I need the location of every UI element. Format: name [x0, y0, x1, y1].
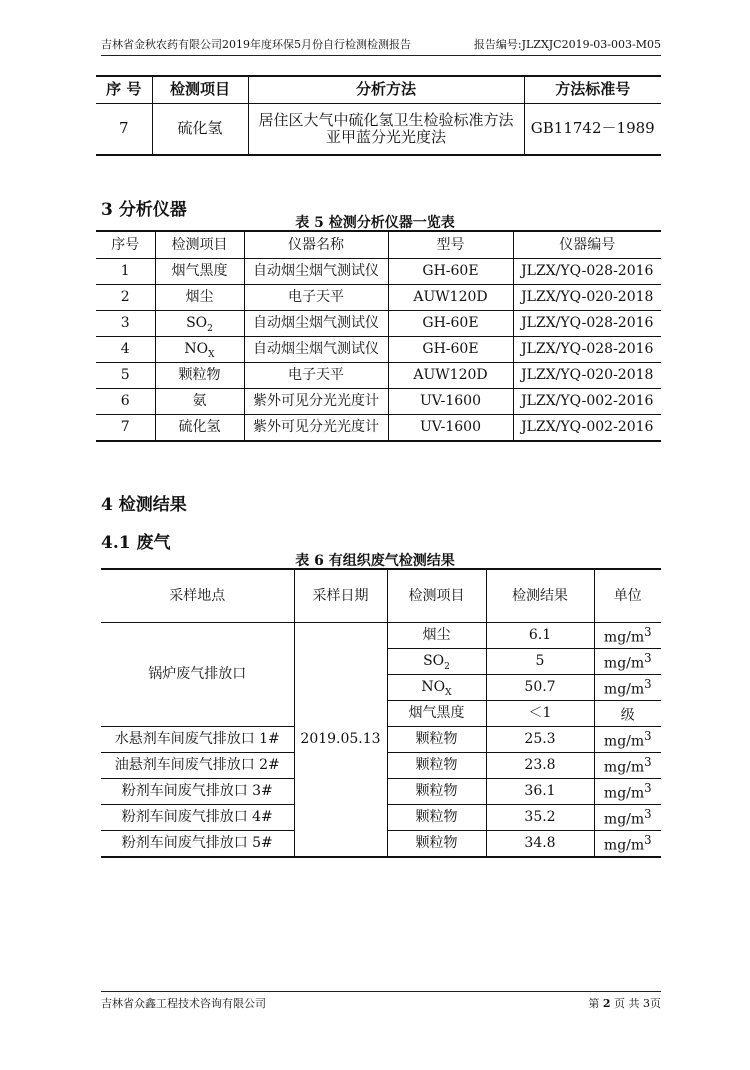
row-number: 4 [96, 337, 155, 363]
test-item-text: 烟气黑度 [171, 263, 228, 280]
unit-text: mg/m [603, 759, 645, 776]
test-item-text: 氨 [192, 393, 207, 410]
instrument-code: JLZX/YQ-002-2016 [513, 415, 661, 442]
column-header: 仪器编号 [513, 231, 661, 259]
instrument-code: JLZX/YQ-020-2018 [513, 285, 661, 311]
column-header: 型号 [388, 231, 513, 259]
column-header: 方法标准号 [524, 76, 661, 104]
unit-superscript: 3 [644, 676, 652, 691]
method-line: 居住区大气中硫化氢卫生检验标准方法 [258, 110, 514, 129]
instrument-model: GH-60E [388, 311, 513, 337]
instrument-name: 电子天平 [244, 363, 388, 389]
analysis-method [248, 104, 524, 156]
page-header [101, 36, 661, 52]
test-item-text: 烟气黑度 [408, 705, 465, 722]
table-row [96, 389, 661, 415]
row-number: 3 [96, 311, 155, 337]
result-unit [594, 831, 661, 858]
result-unit [594, 675, 661, 701]
table-header-row [96, 231, 661, 259]
table-row [96, 337, 661, 363]
sampling-location: 油悬剂车间废气排放口 2# [101, 753, 294, 779]
table-row [96, 311, 661, 337]
table-row [96, 104, 661, 156]
sampling-location: 粉剂车间废气排放口 5# [101, 831, 294, 858]
result-unit [594, 727, 661, 753]
unit-text: mg/m [603, 629, 645, 646]
test-result: 34.8 [486, 831, 594, 858]
footer-divider [101, 991, 661, 992]
column-header: 检测结果 [486, 569, 594, 623]
result-unit [594, 753, 661, 779]
test-item [387, 701, 486, 727]
column-header: 检测项目 [387, 569, 486, 623]
test-result: 5 [486, 649, 594, 675]
instrument-name: 电子天平 [244, 285, 388, 311]
row-number: 2 [96, 285, 155, 311]
sampling-location: 粉剂车间废气排放口 3# [101, 779, 294, 805]
test-item [155, 285, 244, 311]
unit-text: mg/m [603, 681, 645, 698]
test-item-text: SO [186, 315, 208, 332]
test-item: 颗粒物 [387, 753, 486, 779]
test-item: 颗粒物 [387, 727, 486, 753]
unit-superscript: 3 [644, 728, 652, 743]
test-item-subscript: X [208, 350, 215, 361]
page-current: 2 [602, 997, 611, 1010]
test-item [387, 623, 486, 649]
table-header-row [101, 569, 661, 623]
instrument-name: 自动烟尘烟气测试仪 [244, 259, 388, 285]
unit-text: mg/m [603, 655, 645, 672]
result-unit [594, 649, 661, 675]
table-row [96, 363, 661, 389]
unit-superscript: 3 [644, 624, 652, 639]
result-unit [594, 701, 661, 727]
column-header: 检测项目 [155, 231, 244, 259]
table-row [96, 415, 661, 442]
page-footer [101, 995, 661, 1011]
instrument-code: JLZX/YQ-020-2018 [513, 363, 661, 389]
test-item [155, 415, 244, 442]
instrument-name: 自动烟尘烟气测试仪 [244, 311, 388, 337]
unit-superscript: 3 [644, 754, 652, 769]
test-item: 硫化氢 [152, 104, 248, 156]
table-5-caption: 表 5 检测分析仪器一览表 [295, 215, 455, 231]
instrument-code: JLZX/YQ-028-2016 [513, 337, 661, 363]
instrument-code: JLZX/YQ-028-2016 [513, 259, 661, 285]
table-row [96, 259, 661, 285]
column-header: 采样日期 [294, 569, 387, 623]
test-result: ＜1 [486, 701, 594, 727]
method-line: 亚甲蓝分光光度法 [325, 128, 446, 146]
sampling-location: 锅炉废气排放口 [101, 623, 294, 727]
sampling-date: 2019.05.13 [294, 623, 387, 858]
instrument-model: UV-1600 [388, 415, 513, 442]
page-indicator [588, 995, 661, 1011]
table-6-caption: 表 6 有组织废气检测结果 [295, 553, 455, 569]
test-item-text: 烟尘 [185, 289, 214, 306]
test-item [155, 363, 244, 389]
instrument-model: AUW120D [388, 363, 513, 389]
test-item [387, 675, 486, 701]
column-header: 仪器名称 [244, 231, 388, 259]
unit-text: mg/m [603, 785, 645, 802]
test-item: 颗粒物 [387, 831, 486, 858]
instrument-model: GH-60E [388, 337, 513, 363]
test-result: 25.3 [486, 727, 594, 753]
result-unit [594, 623, 661, 649]
row-number: 1 [96, 259, 155, 285]
test-result: 50.7 [486, 675, 594, 701]
unit-superscript: 3 [644, 650, 652, 665]
column-header: 序 号 [96, 76, 152, 104]
column-header: 检测项目 [152, 76, 248, 104]
page-suffix: 页 [650, 997, 661, 1010]
test-item [155, 337, 244, 363]
unit-text: 级 [620, 707, 635, 724]
unit-superscript: 3 [644, 780, 652, 795]
section-3-heading: 3 分析仪器 [101, 200, 187, 220]
instrument-model: AUW120D [388, 285, 513, 311]
header-company-title: 吉林省金秋农药有限公司2019年度环保5月份自行检测检测报告 [101, 38, 411, 51]
instrument-name: 紫外可见分光光度计 [244, 389, 388, 415]
test-item-subscript: 2 [207, 324, 213, 335]
instrument-model: UV-1600 [388, 389, 513, 415]
unit-text: mg/m [603, 811, 645, 828]
table-row [96, 285, 661, 311]
test-item-text: NO [184, 341, 209, 358]
row-number: 5 [96, 363, 155, 389]
table-header-row [96, 76, 661, 104]
page-total: 3 [643, 997, 650, 1010]
exhaust-gas-results-table [101, 568, 661, 858]
row-number: 7 [96, 415, 155, 442]
test-item-text: 硫化氢 [178, 419, 221, 436]
column-header: 序号 [96, 231, 155, 259]
test-item-text: NO [421, 679, 446, 696]
column-header: 单位 [594, 569, 661, 623]
row-number: 7 [96, 104, 152, 156]
test-item [155, 311, 244, 337]
column-header: 分析方法 [248, 76, 524, 104]
test-item [155, 259, 244, 285]
test-result: 23.8 [486, 753, 594, 779]
unit-text: mg/m [603, 733, 645, 750]
analysis-method-table [96, 75, 661, 156]
test-item: 颗粒物 [387, 779, 486, 805]
test-result: 36.1 [486, 779, 594, 805]
sampling-location: 粉剂车间废气排放口 4# [101, 805, 294, 831]
section-4-heading: 4 检测结果 [101, 495, 187, 515]
row-number: 6 [96, 389, 155, 415]
table-row [101, 623, 661, 649]
unit-text: mg/m [603, 837, 645, 854]
instrument-name: 紫外可见分光光度计 [244, 415, 388, 442]
test-item-subscript: 2 [444, 662, 450, 673]
instrument-code: JLZX/YQ-028-2016 [513, 311, 661, 337]
instrument-table [96, 230, 661, 442]
test-item: 颗粒物 [387, 805, 486, 831]
result-unit [594, 779, 661, 805]
page-prefix: 第 [588, 997, 600, 1010]
header-divider [101, 55, 661, 56]
test-item [155, 389, 244, 415]
method-standard: GB11742－1989 [524, 104, 661, 156]
test-item-text: 颗粒物 [178, 367, 221, 384]
instrument-name: 自动烟尘烟气测试仪 [244, 337, 388, 363]
sampling-location: 水悬剂车间废气排放口 1# [101, 727, 294, 753]
column-header: 采样地点 [101, 569, 294, 623]
test-item-subscript: X [445, 688, 452, 699]
test-result: 35.2 [486, 805, 594, 831]
result-unit [594, 805, 661, 831]
page-mid: 页 共 [614, 997, 640, 1010]
header-report-number: 报告编号:JLZXJC2019-03-003-M05 [473, 38, 661, 51]
unit-superscript: 3 [644, 806, 652, 821]
footer-company: 吉林省众鑫工程技术咨询有限公司 [101, 997, 266, 1010]
instrument-code: JLZX/YQ-002-2016 [513, 389, 661, 415]
test-result: 6.1 [486, 623, 594, 649]
section-4-1-heading: 4.1 废气 [101, 533, 171, 553]
instrument-model: GH-60E [388, 259, 513, 285]
unit-superscript: 3 [644, 832, 652, 847]
test-item-text: 烟尘 [422, 627, 451, 644]
test-item-text: SO [423, 653, 445, 670]
test-item [387, 649, 486, 675]
